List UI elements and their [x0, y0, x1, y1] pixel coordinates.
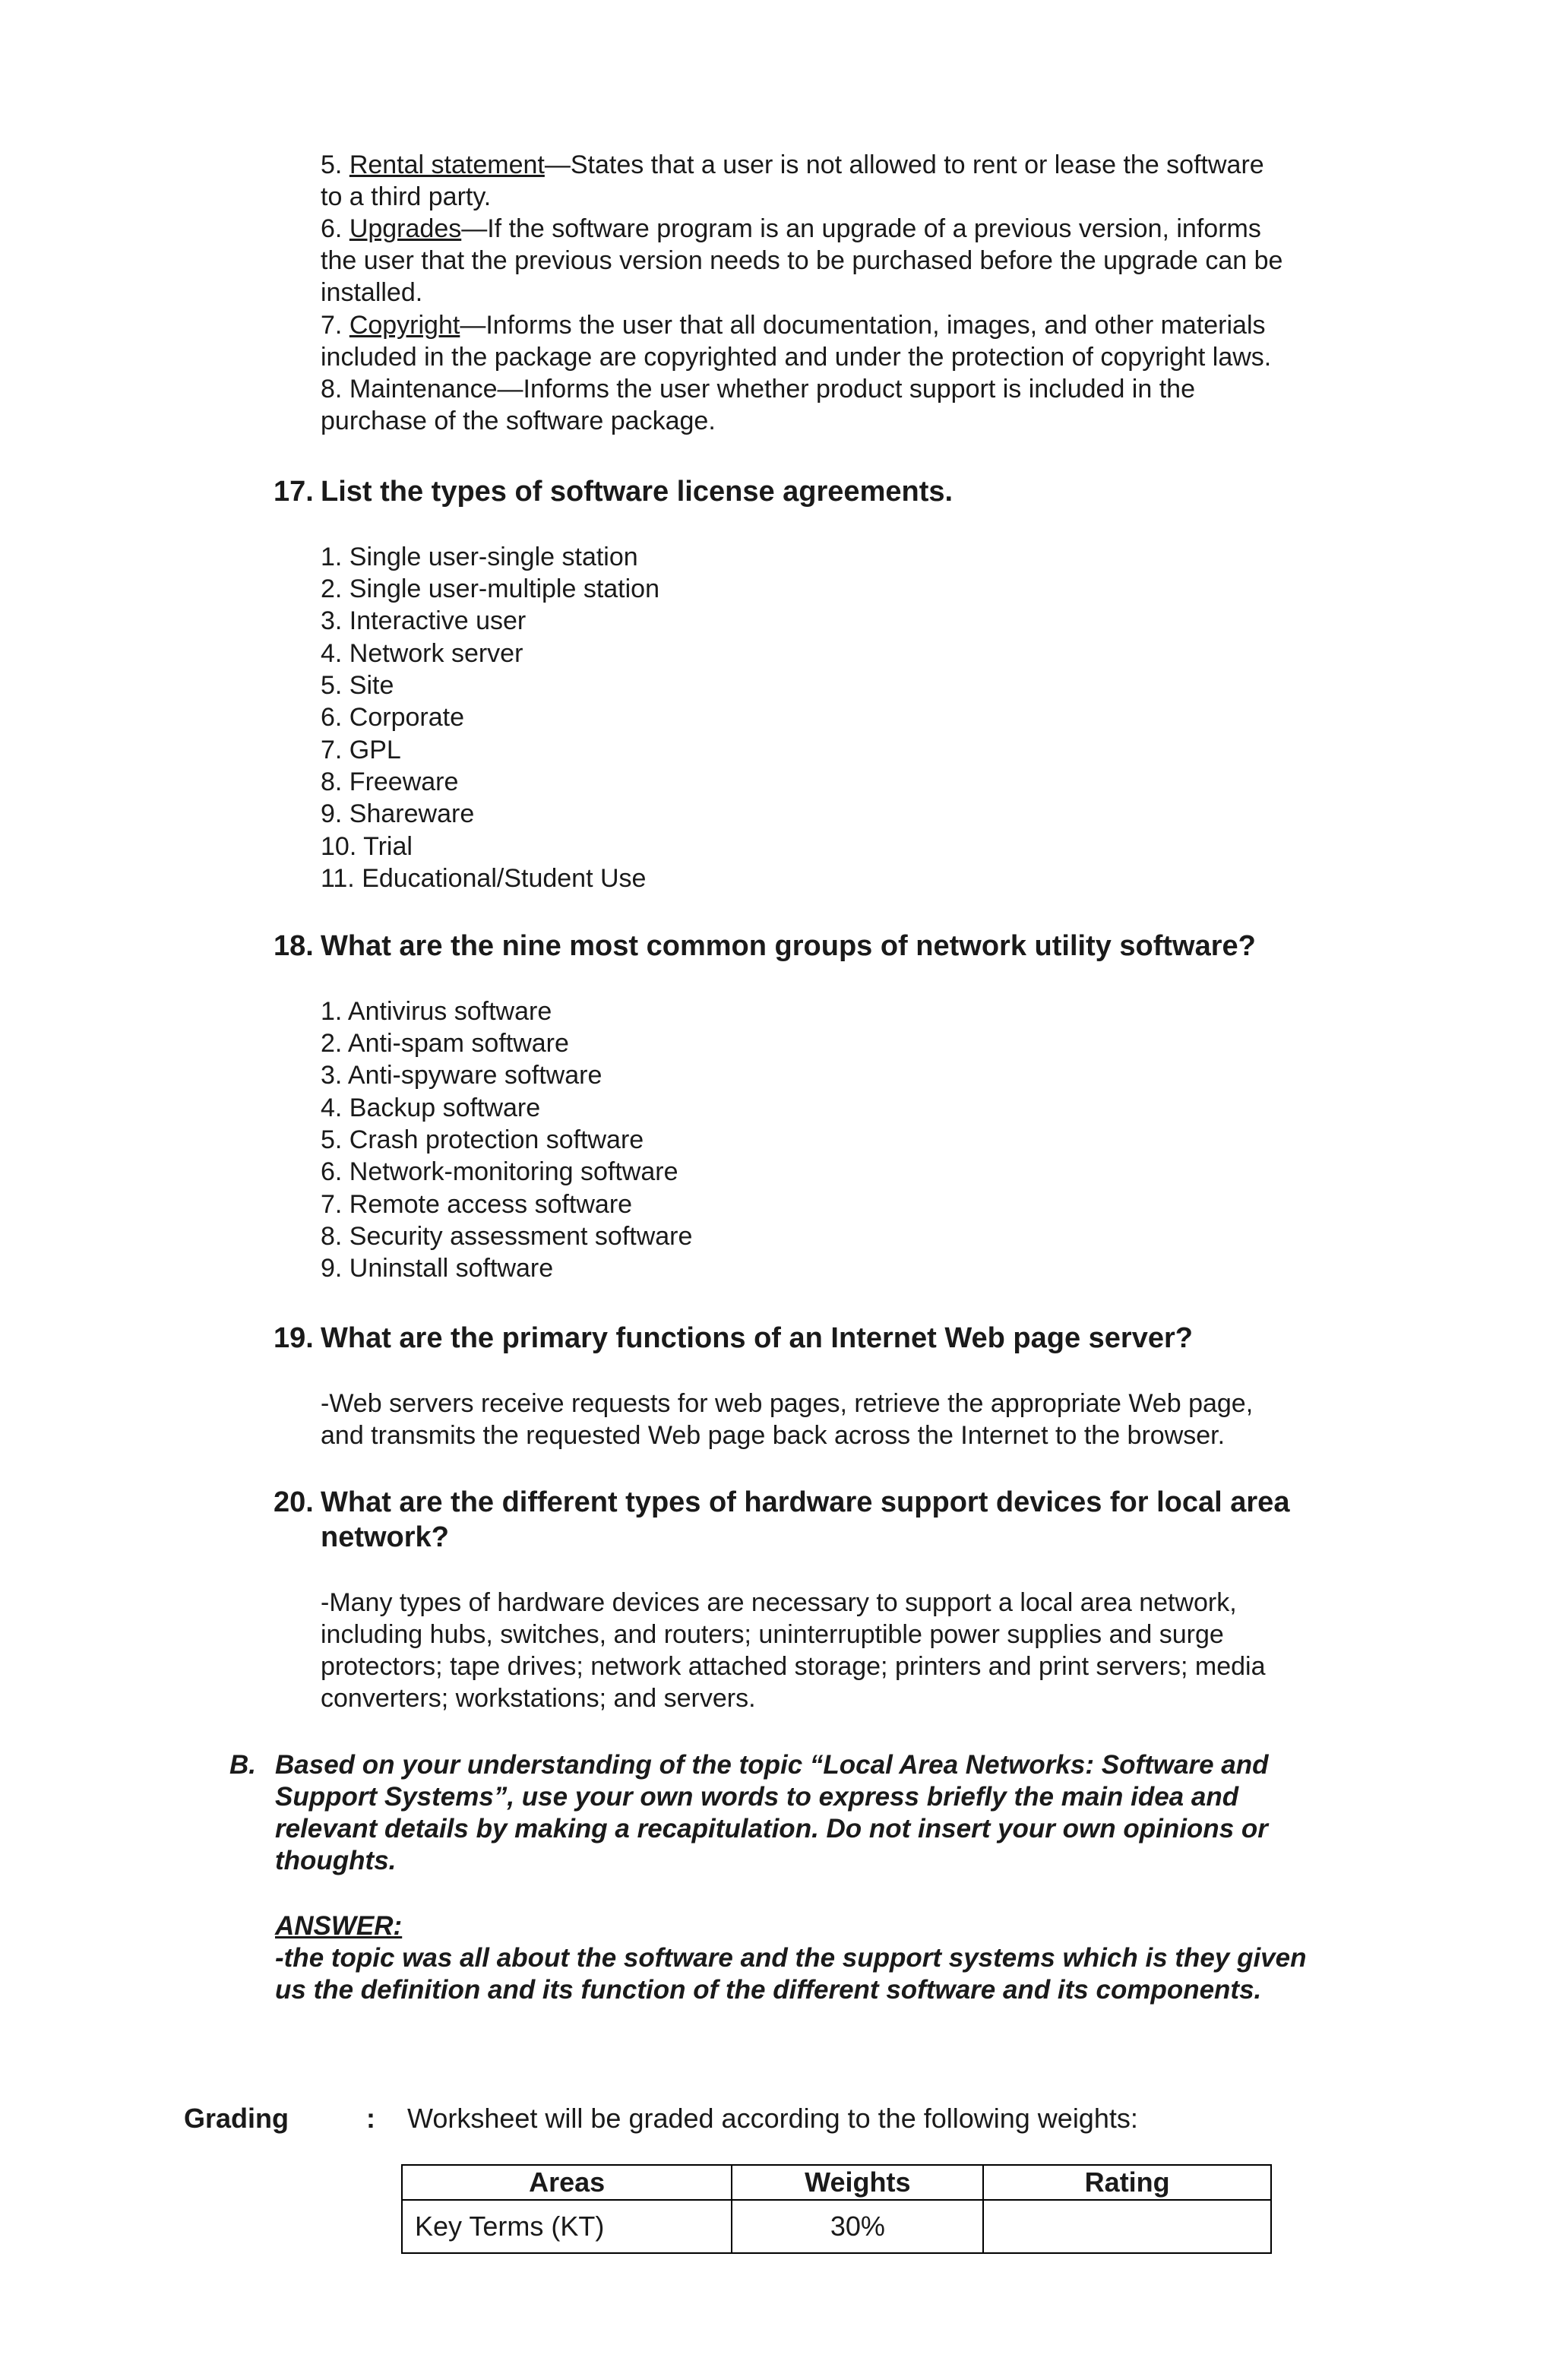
table-cell-weight: 30%	[732, 2200, 983, 2253]
grading-text: Worksheet will be graded according to the following weights:	[407, 2103, 1138, 2134]
table-row	[402, 2200, 1271, 2253]
item-copyright: 7. Copyright—Informs the user that all documentation, images, and other materials	[321, 311, 1266, 340]
list-item: 5. Site	[321, 671, 394, 700]
list-item: 7. Remote access software	[321, 1190, 633, 1219]
table-header-row	[402, 2165, 1271, 2200]
item-rental-statement: 5. Rental statement—States that a user is not allowed to rent or lease the software	[321, 150, 1264, 179]
list-item: 3. Anti-spyware software	[321, 1061, 602, 1090]
section-prompt: Support Systems”, use your own words to express briefly the main idea and	[275, 1782, 1239, 1812]
section-prompt: relevant details by making a recapitulation. Do not insert your own opinions or	[275, 1814, 1268, 1844]
table-cell-rating[interactable]	[983, 2200, 1271, 2253]
list-item: 5. Crash protection software	[321, 1125, 644, 1154]
question-title: What are the different types of hardware support devices for local area	[321, 1486, 1290, 1518]
answer-text: -the topic was all about the software and the support systems which is they given	[275, 1943, 1307, 1973]
question-number: 17.	[274, 476, 314, 508]
item-rental-cont: to a third party.	[321, 182, 492, 211]
column-header-rating: Rating	[983, 2165, 1271, 2200]
list-item: 1. Single user-single station	[321, 543, 638, 571]
list-item: 6. Corporate	[321, 703, 464, 732]
list-item: 8. Freeware	[321, 767, 459, 796]
list-item: 9. Shareware	[321, 799, 475, 828]
item-upgrades-cont: installed.	[321, 278, 423, 307]
question-number: 18.	[274, 930, 314, 962]
item-copyright-cont: included in the package are copyrighted and under the protection of copyright laws.	[321, 343, 1272, 372]
section-label: B.	[229, 1750, 256, 1780]
column-header-weights: Weights	[732, 2165, 983, 2200]
answer-line: converters; workstations; and servers.	[321, 1684, 756, 1713]
answer-line: -Many types of hardware devices are necessary to support a local area network,	[321, 1588, 1237, 1617]
list-item: 4. Network server	[321, 639, 523, 668]
list-item: 1. Antivirus software	[321, 997, 552, 1026]
grading-colon: :	[366, 2103, 375, 2134]
column-header-areas: Areas	[402, 2165, 732, 2200]
question-title: network?	[321, 1521, 449, 1553]
grading-label: Grading	[184, 2103, 289, 2134]
weights-table	[401, 2164, 1272, 2254]
list-item: 8. Security assessment software	[321, 1222, 693, 1251]
table-cell-area: Key Terms (KT)	[402, 2200, 732, 2253]
question-title: What are the primary functions of an Internet Web page server?	[321, 1322, 1193, 1354]
item-maintenance: 8. Maintenance—Informs the user whether product support is included in the	[321, 375, 1195, 404]
question-title: What are the nine most common groups of network utility software?	[321, 930, 1256, 962]
list-item: 4. Backup software	[321, 1093, 541, 1122]
section-prompt: thoughts.	[275, 1846, 397, 1875]
list-item: 2. Single user-multiple station	[321, 574, 660, 603]
item-upgrades-cont: the user that the previous version needs to be purchased before the upgrade can be	[321, 246, 1283, 275]
answer-line: protectors; tape drives; network attached storage; printers and print servers; media	[321, 1652, 1266, 1681]
item-maintenance-cont: purchase of the software package.	[321, 407, 716, 435]
list-item: 11. Educational/Student Use	[321, 864, 647, 893]
question-number: 19.	[274, 1322, 314, 1354]
answer-line: -Web servers receive requests for web pages, retrieve the appropriate Web page,	[321, 1389, 1254, 1418]
list-item: 9. Uninstall software	[321, 1254, 554, 1283]
question-number: 20.	[274, 1486, 314, 1518]
list-item: 7. GPL	[321, 736, 401, 764]
section-prompt: Based on your understanding of the topic “Local Area Networks: Software and	[275, 1750, 1269, 1780]
list-item: 10. Trial	[321, 832, 413, 861]
question-title: List the types of software license agreements.	[321, 476, 954, 508]
answer-label: ANSWER:	[275, 1911, 403, 1941]
answer-line: including hubs, switches, and routers; uninterruptible power supplies and surge	[321, 1620, 1224, 1649]
list-item: 6. Network-monitoring software	[321, 1157, 678, 1186]
answer-line: and transmits the requested Web page back across the Internet to the browser.	[321, 1421, 1226, 1450]
answer-text: us the definition and its function of the different software and its components.	[275, 1975, 1262, 2005]
item-upgrades: 6. Upgrades—If the software program is an upgrade of a previous version, informs	[321, 214, 1261, 243]
list-item: 3. Interactive user	[321, 606, 527, 635]
list-item: 2. Anti-spam software	[321, 1029, 569, 1058]
